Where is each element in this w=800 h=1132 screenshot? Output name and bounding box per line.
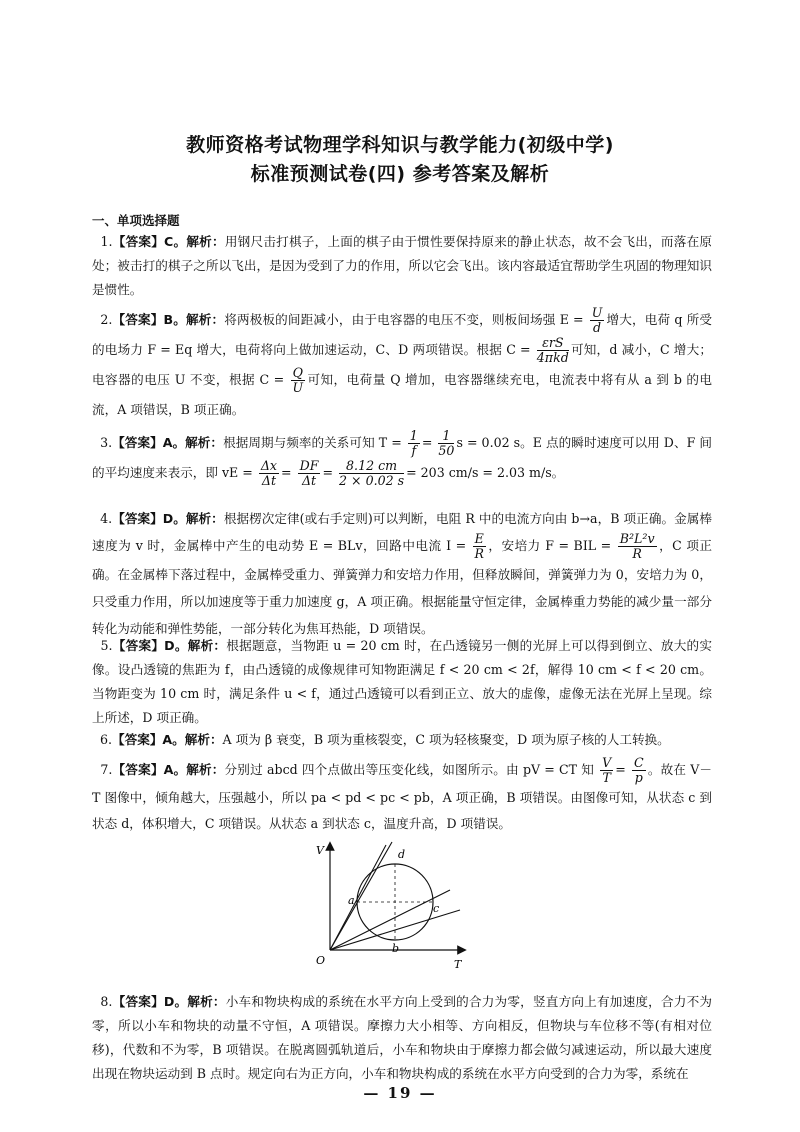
- fraction: $\frac{\text{B²L²v}}{R}$: [619, 531, 655, 561]
- question-3: 3.【答案】A。解析：根据周期与频率的关系可知 T = $\frac{1}{f}$ = $\frac{1}{50}$ s = 0.02 s。E 点的瞬时速度可以用 D、F 间的平均速度来表示，即 vE = $\frac{\Delta x}{\Delta t}$ = $\frac{DF}{\Delta t}$ = $\frac{8.12 cm}{2 \times 0.02 s}$ = 203 cm/s = 2.03 m/s。: [92, 428, 712, 488]
- label-c: c: [433, 902, 440, 915]
- question-1: 1.【答案】C。解析：用钢尺击打棋子，上面的棋子由于惯性要保持原来的静止状态，故不会飞出，而落在原处；被击打的棋子之所以飞出，是因为受到了力的作用，所以它会飞出。该内容最适宜帮助学生巩固的物理知识是惯性。: [92, 234, 713, 297]
- fraction: $\frac{\text{εrS}}{\text{4πkd}}$: [536, 335, 569, 365]
- fraction: $\frac{U}{d}$: [591, 305, 603, 335]
- fraction: $\frac{8.12 cm}{2 \times 0.02 s}$: [339, 458, 405, 488]
- fraction: $\frac{\Delta x}{\Delta t}$: [260, 458, 278, 488]
- fraction: $\frac{Q}{U}$: [292, 365, 304, 395]
- title-line1: 教师资格考试物理学科知识与教学能力(初级中学): [186, 134, 614, 156]
- question-6: 6.【答案】A。解析：A 项为 β 衰变，B 项为重核裂变，C 项为轻核聚变，D 项为原子核的人工转换。: [100, 732, 670, 747]
- label-b: b: [392, 942, 400, 955]
- label-t: T: [454, 958, 462, 971]
- section-heading: 一、单项选择题: [92, 213, 180, 228]
- page-number: — 19 —: [363, 1084, 437, 1102]
- label-a: a: [348, 894, 355, 907]
- fraction: $\frac{V}{T}$: [602, 755, 612, 785]
- question-7: 7.【答案】A。解析：分别过 abcd 四个点做出等压变化线，如图所示。由 pV = CT 知 $\frac{V}{T}$ = $\frac{C}{p}$ 。故在 V－T 图像中，倾角越大，压强越小，所以 pa < pd < pc < pb，A 项正确，B 项错误。由图像可知，从状态 c 到状态 d，体积增大，C 项错误。从状态 a 到状态 c，温度升高，D 项错误。: [92, 755, 712, 831]
- question-8: 8.【答案】D。解析：小车和物块构成的系统在水平方向上受到的合力为零，竖直方向上有加速度，合力不为零，所以小车和物块的动量不守恒，A 项错误。摩擦力大小相等、方向相反，但物块与车位移不等(有相对位移)，代数和不为零，B 项错误。在脱离圆弧轨道后，小车和物块由于摩擦力都会做匀减速运动，所以最大速度出现在物块运动到 B 点时。规定向右为正方向，小车和物块构成的系统在水平方向受到的合力为零，系统在: [92, 994, 712, 1081]
- vt-diagram: [310, 840, 470, 980]
- fraction: $\frac{E}{R}$: [474, 531, 485, 561]
- isobar-a: [330, 845, 386, 950]
- title-line2: 标准预测试卷(四) 参考答案及解析: [250, 163, 550, 185]
- question-2: 2.【答案】B。解析：将两极板的间距减小，由于电容器的电压不变，则板间场强 E = $\frac{U}{d}$ 增大，电荷 q 所受的电场力 F = Eq 增大，电荷将向上做加速运动，C、D 两项错误。根据 C = $\frac{\text{εrS}}{\text{4πkd}}$ 可知，d 减小，C 增大；电容器的电压 U 不变，根据 C = $\frac{Q}{U}$ 可知，电荷量 Q 增加，电容器继续充电，电流表中将有从 a 到 b 的电流，A 项错误，B 项正确。: [92, 305, 712, 417]
- question-4: 4.【答案】D。解析：根据楞次定律(或右手定则)可以判断，电阻 R 中的电流方向由 b→a，B 项正确。金属棒速度为 v 时，金属棒中产生的电动势 E = BLv，回路中电流 I = $\frac{E}{R}$ ，安培力 F = BIL = $\frac{\text{B²L²v}}{R}$ ，C 项正确。在金属棒下落过程中，金属棒受重力、弹簧弹力和安培力作用，但释放瞬间，弹簧弹力为 0，安培力为 0，只受重力作用，所以加速度等于重力加速度 g，A 项正确。根据能量守恒定律，金属棒重力势能的减少量一部分转化为动能和弹性势能，一部分转化为焦耳热能，D 项错误。: [92, 511, 713, 636]
- fraction: $\frac{C}{p}$: [634, 755, 644, 785]
- question-5: 5.【答案】D。解析：根据题意，当物距 u = 20 cm 时，在凸透镜另一侧的光屏上可以得到倒立、放大的实像。设凸透镜的焦距为 f，由凸透镜的成像规律可知物距满足 f < 20 cm < 2f，解得 10 cm < f < 20 cm。当物距变为 10 cm 时，满足条件 u < f，通过凸透镜可以看到正立、放大的虚像，虚像无法在光屏上呈现。综上所述，D 项正确。: [92, 638, 712, 725]
- label-v: V: [316, 844, 324, 857]
- fraction: $\frac{1}{50}$: [438, 428, 455, 458]
- label-d: d: [398, 848, 406, 861]
- label-o: O: [316, 954, 326, 967]
- fraction: $\frac{1}{f}$: [409, 428, 418, 458]
- fraction: $\frac{DF}{\Delta t}$: [299, 458, 319, 488]
